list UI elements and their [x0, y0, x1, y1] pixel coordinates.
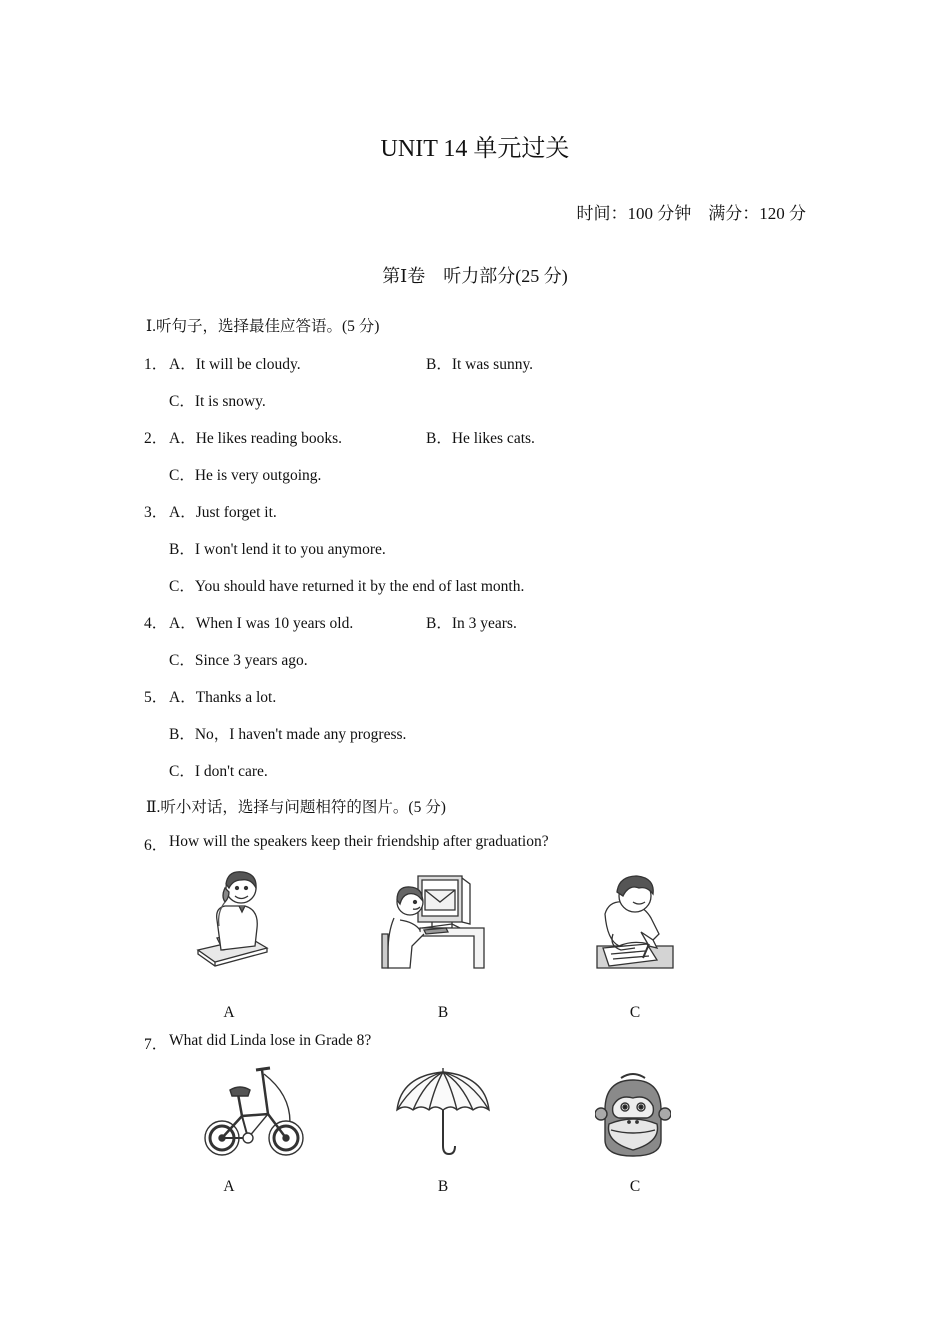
question-4-number: 4． [144, 615, 168, 632]
question-1-option-a: A．It will be cloudy. [169, 356, 301, 373]
question-6-label-a: A [223, 1004, 235, 1021]
exam-time-score: 时间：100 分钟 满分：120 分 [576, 204, 806, 223]
folding-bicycle-icon [202, 1064, 308, 1158]
question-7-label-b: B [437, 1178, 449, 1195]
question-3-option-c: C．You should have returned it by the end of last month. [169, 578, 525, 595]
part-title: 第Ⅰ卷 听力部分(25 分) [382, 266, 568, 286]
section-2-heading: Ⅱ.听小对话，选择与问题相符的图片。(5 分) [146, 799, 446, 816]
question-7-text: What did Linda lose in Grade 8? [169, 1032, 372, 1049]
question-2-number: 2． [144, 430, 168, 447]
boy-writing-letter-icon [595, 874, 675, 970]
question-2-option-c: C．He is very outgoing. [169, 467, 322, 484]
question-6-label-b: B [437, 1004, 449, 1021]
question-7-label-c: C [629, 1178, 641, 1195]
umbrella-icon [395, 1066, 491, 1158]
question-4-option-c: C．Since 3 years ago. [169, 652, 308, 669]
question-6-text: How will the speakers keep their friendship after graduation? [169, 833, 549, 850]
question-2-option-b: B．He likes cats. [426, 430, 535, 447]
question-7-number: 7． [144, 1036, 168, 1053]
question-1-option-b: B．It was sunny. [426, 356, 534, 373]
boy-at-computer-email-icon [380, 872, 490, 970]
question-5-option-b: B．No，I haven't made any progress. [169, 726, 407, 743]
question-4-option-a: A．When I was 10 years old. [169, 615, 354, 632]
question-5-option-c: C．I don't care. [169, 763, 268, 780]
question-6-number: 6． [144, 837, 168, 854]
question-6-label-c: C [629, 1004, 641, 1021]
section-1-heading: Ⅰ.听句子，选择最佳应答语。(5 分) [146, 318, 380, 335]
question-3-number: 3． [144, 504, 168, 521]
question-2-option-a: A．He likes reading books. [169, 430, 343, 447]
question-3-option-a: A．Just forget it. [169, 504, 277, 521]
question-7-label-a: A [223, 1178, 235, 1195]
page-title: UNIT 14 单元过关 [380, 136, 570, 162]
question-1-number: 1． [144, 356, 168, 373]
question-3-option-b: B．I won't lend it to you anymore. [169, 541, 386, 558]
boy-on-phone-icon [195, 868, 270, 968]
monkey-backpack-icon [595, 1070, 671, 1160]
question-5-number: 5． [144, 689, 168, 706]
question-4-option-b: B．In 3 years. [426, 615, 517, 632]
question-1-option-c: C．It is snowy. [169, 393, 266, 410]
question-5-option-a: A．Thanks a lot. [169, 689, 277, 706]
